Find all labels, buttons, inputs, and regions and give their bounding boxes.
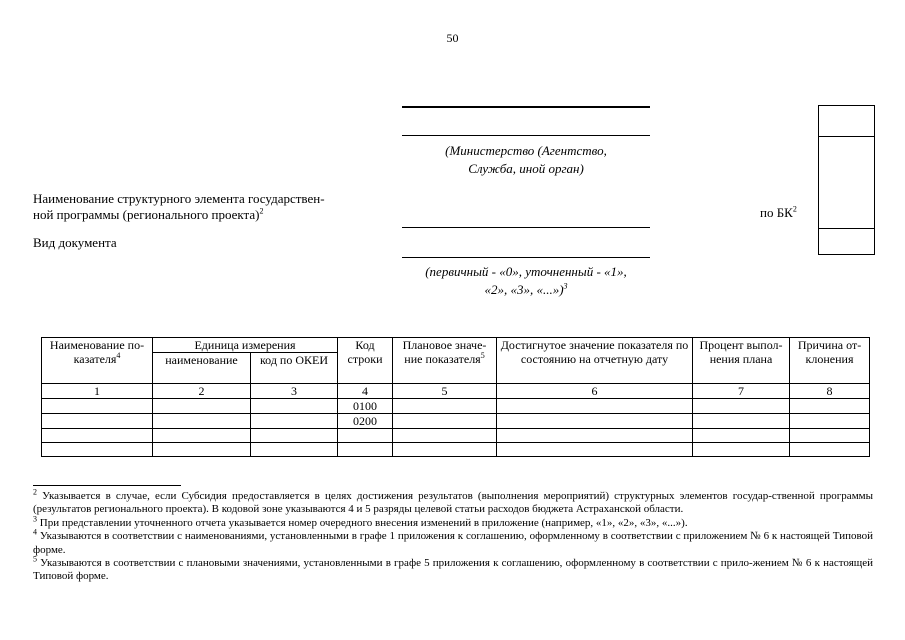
code-box-divider-2 xyxy=(819,228,874,229)
code-box-divider-1 xyxy=(819,136,874,137)
footnote-mark: 3 xyxy=(33,514,37,524)
table-row xyxy=(42,443,870,457)
header-indicator-name-text: Наименование по-казателя xyxy=(49,338,145,366)
header-unit: Единица измерения xyxy=(153,338,338,353)
table-cell[interactable] xyxy=(497,399,693,414)
footnote-ref-4: 4 xyxy=(116,351,121,360)
table-cell[interactable] xyxy=(42,429,153,443)
header-deviation-reason: Причина от-клонения xyxy=(790,338,870,384)
document-type-field-line xyxy=(402,257,650,258)
table-cell[interactable] xyxy=(790,443,870,457)
structural-element-label-line-2 xyxy=(33,207,325,223)
footnote-mark: 4 xyxy=(33,527,37,537)
document-kind-line-1: (первичный - «0», уточненный - «1», xyxy=(425,264,627,279)
footnote-text: Указываются в соответствии с плановыми значениями, установленными в графе 5 приложения к соглашению, оформленному в соответствии с прило-жением № 6 к настоящей Типовой форме. xyxy=(33,557,873,583)
table-cell[interactable] xyxy=(42,414,153,429)
table-header-row-1 xyxy=(42,338,870,353)
table-row xyxy=(42,429,870,443)
footnote-2 xyxy=(33,487,873,517)
table-cell[interactable] xyxy=(693,443,790,457)
column-number: 5 xyxy=(393,384,497,399)
table-cell[interactable] xyxy=(497,429,693,443)
table-row xyxy=(42,414,870,429)
table-cell[interactable] xyxy=(393,399,497,414)
footnote-text: Указывается в случае, если Субсидия предоставляется в целях достижения результатов (выполнения мероприятий) структурных элементов государ-ственной программы (результатов регионального проекта). В кодовой зоне указываются 4 и 5 разряды целевой статьи расходов бюджета Астраханской области. xyxy=(33,490,873,516)
table-cell[interactable] xyxy=(153,429,251,443)
column-numbers-row xyxy=(42,384,870,399)
table-cell[interactable] xyxy=(693,399,790,414)
structural-element-label xyxy=(33,191,325,223)
document-kind-caption xyxy=(402,263,650,299)
header-row-code: Код строки xyxy=(338,338,393,384)
ministry-caption-line-2: Служба, иной орган) xyxy=(468,161,584,176)
row-code-cell: 0200 xyxy=(338,414,393,429)
structural-element-field-line xyxy=(402,227,650,228)
table-cell[interactable] xyxy=(153,443,251,457)
table-cell[interactable] xyxy=(251,443,338,457)
table-cell[interactable] xyxy=(393,443,497,457)
column-number: 3 xyxy=(251,384,338,399)
table-cell[interactable] xyxy=(790,429,870,443)
table-row xyxy=(42,399,870,414)
table-cell[interactable] xyxy=(251,414,338,429)
table-cell[interactable] xyxy=(153,399,251,414)
column-number: 7 xyxy=(693,384,790,399)
table-cell[interactable] xyxy=(393,429,497,443)
column-number: 2 xyxy=(153,384,251,399)
footnote-ref-3: 3 xyxy=(563,281,568,291)
footnote-5 xyxy=(33,554,873,584)
row-code-cell xyxy=(338,443,393,457)
table-cell[interactable] xyxy=(42,399,153,414)
table-cell[interactable] xyxy=(497,443,693,457)
po-bk-text: по БК xyxy=(760,205,793,220)
column-number: 1 xyxy=(42,384,153,399)
document-kind-text: «2», «3», «...») xyxy=(484,282,564,297)
header-unit-name: наименование xyxy=(153,353,251,384)
ministry-caption-line-1: (Министерство (Агентство, xyxy=(445,143,607,158)
footnotes xyxy=(33,487,873,584)
table-cell[interactable] xyxy=(497,414,693,429)
table-cell[interactable] xyxy=(251,399,338,414)
column-number: 4 xyxy=(338,384,393,399)
header-achieved-value: Достигнутое значение показателя по состоянию на отчетную дату xyxy=(497,338,693,384)
table-cell[interactable] xyxy=(42,443,153,457)
column-number: 6 xyxy=(497,384,693,399)
ministry-field-line xyxy=(402,135,650,136)
footnote-3 xyxy=(33,514,873,530)
ministry-field-line-top xyxy=(402,106,650,108)
footnote-text: Указываются в соответствии с наименованиями, установленными в графе 1 приложения к соглашению, оформленному в соответствии с приложением № 6 к настоящей Типовой форме. xyxy=(33,530,873,556)
page-number: 50 xyxy=(446,31,459,45)
document-type-label: Вид документа xyxy=(33,235,117,250)
footnote-text: При представлении уточненного отчета указывается номер очередного внесения изменений в приложение (например, «1», «2», «3», «...»). xyxy=(39,516,688,529)
footnote-mark: 2 xyxy=(33,487,37,497)
footnote-ref-5: 5 xyxy=(480,351,485,360)
ministry-caption xyxy=(402,142,650,178)
table-cell[interactable] xyxy=(693,414,790,429)
table-cell[interactable] xyxy=(393,414,497,429)
table-cell[interactable] xyxy=(693,429,790,443)
footnote-separator xyxy=(33,485,181,486)
header-planned-value-text: Плановое значе-ние показателя xyxy=(402,338,487,366)
header-indicator-name xyxy=(42,338,153,384)
table-cell[interactable] xyxy=(790,399,870,414)
footnote-4 xyxy=(33,527,873,557)
po-bk-label xyxy=(760,205,797,221)
column-number: 8 xyxy=(790,384,870,399)
footnote-ref-2b: 2 xyxy=(792,204,797,214)
footnote-ref-2: 2 xyxy=(259,206,264,216)
document-kind-line-2 xyxy=(402,281,650,299)
row-code-cell: 0100 xyxy=(338,399,393,414)
footnote-mark: 5 xyxy=(33,554,37,564)
header-unit-okei: код по ОКЕИ xyxy=(251,353,338,384)
report-table xyxy=(41,337,870,457)
table-cell[interactable] xyxy=(790,414,870,429)
table-cell[interactable] xyxy=(153,414,251,429)
table-cell[interactable] xyxy=(251,429,338,443)
code-box xyxy=(818,105,875,255)
header-percent-plan: Процент выпол-нения плана xyxy=(693,338,790,384)
row-code-cell xyxy=(338,429,393,443)
header-planned-value xyxy=(393,338,497,384)
structural-element-label-text: ной программы (регионального проекта) xyxy=(33,207,260,222)
structural-element-label-line-1: Наименование структурного элемента государствен- xyxy=(33,191,325,206)
